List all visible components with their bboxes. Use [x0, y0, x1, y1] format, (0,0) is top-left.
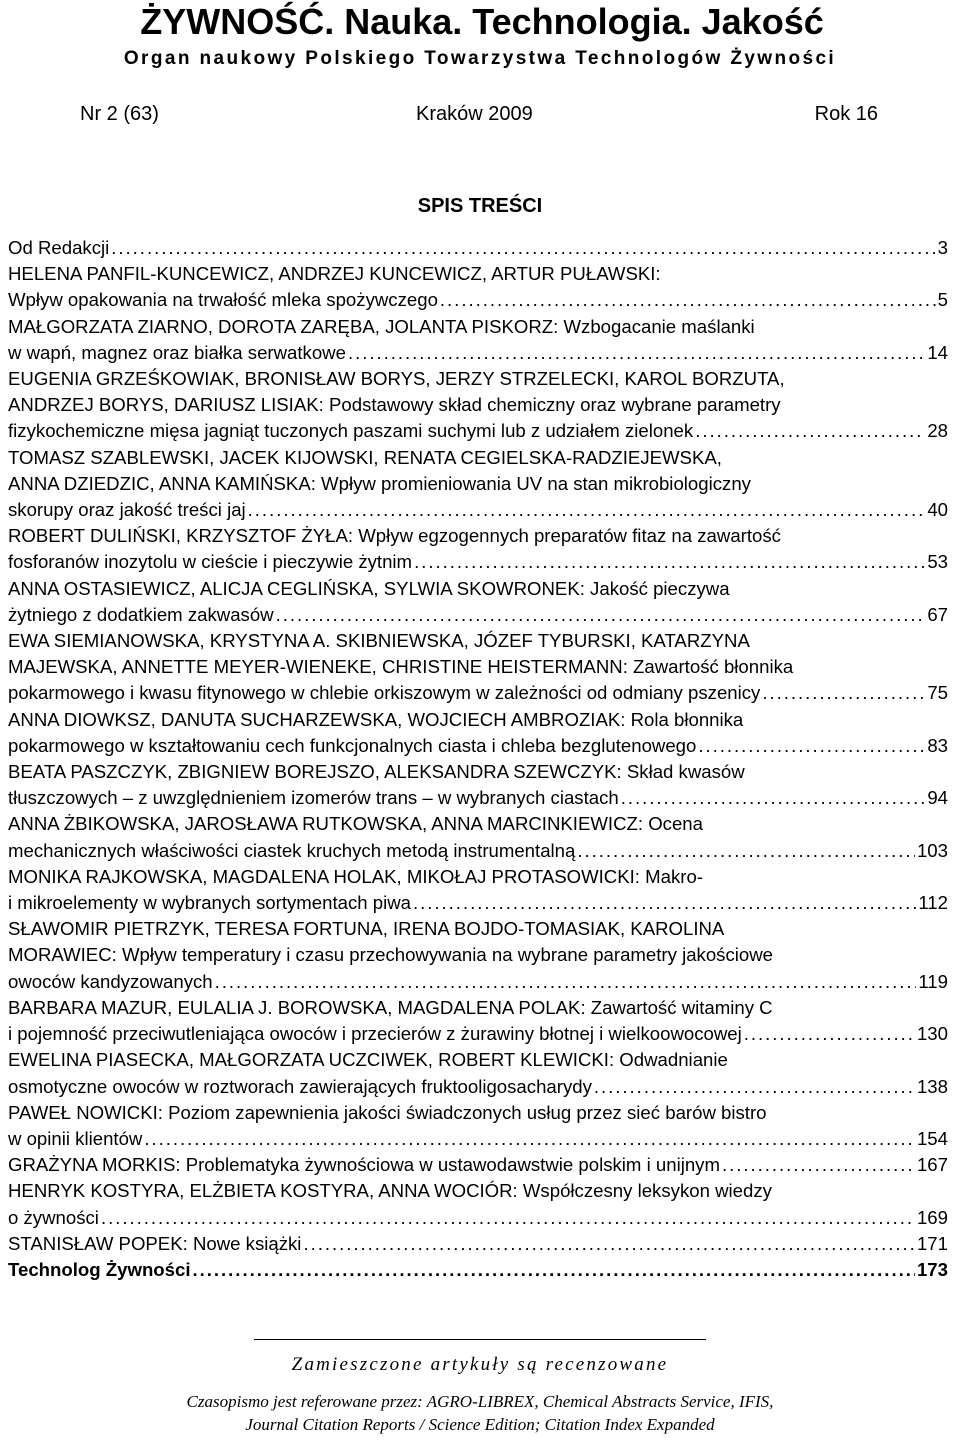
toc-entry: [8, 707, 948, 759]
toc-entry: [8, 1178, 948, 1230]
toc-entry-title-end: fizykochemiczne mięsa jagniąt tuczonych paszami suchymi lub z udziałem zielonek: [8, 420, 694, 442]
journal-subtitle: Organ naukowy Polskiego Towarzystwa Technologów Żywności: [123, 48, 837, 69]
toc-page-number: 75: [927, 682, 948, 704]
toc-entry-line: ROBERT DULIŃSKI, KRZYSZTOF ŻYŁA: Wpływ egzogennych preparatów fitaz na zawartość: [8, 525, 781, 547]
toc-entry-final-line: [8, 1021, 948, 1047]
dot-leader: [577, 838, 915, 864]
dot-leader: [762, 680, 925, 706]
journal-title: ŻYWNOŚĆ. Nauka. Technologia. Jakość: [140, 1, 824, 42]
toc-entry: [8, 864, 948, 916]
toc-entry: [8, 1152, 948, 1178]
issue-number: Nr 2 (63): [80, 103, 159, 125]
toc-entry-title-end: Od Redakcji: [8, 237, 110, 258]
toc-page-number: 3: [937, 237, 948, 258]
toc-entry-title-end: pokarmowego i kwasu fitynowego w chlebie orkiszowym w zależności od odmiany pszenicy: [8, 682, 761, 704]
toc-entry: [8, 314, 948, 366]
toc-entry-final-line: [8, 1257, 948, 1283]
toc-entry-final-line: [8, 1152, 948, 1178]
table-of-contents: [8, 235, 948, 1283]
toc-page-number: 103: [916, 839, 948, 861]
toc-entry-line: HENRYK KOSTYRA, ELŻBIETA KOSTYRA, ANNA WOCIÓR: Współczesny leksykon wiedzy: [8, 1180, 772, 1202]
toc-entry: [8, 576, 948, 628]
toc-page-number: 169: [916, 1206, 948, 1228]
dot-leader: [111, 235, 935, 261]
toc-entry: [8, 759, 948, 811]
toc-entry-line: TOMASZ SZABLEWSKI, JACEK KIJOWSKI, RENATA CEGIELSKA-RADZIEJEWSKA,: [8, 446, 722, 468]
dot-leader: [144, 1126, 915, 1152]
toc-entry: [8, 523, 948, 575]
dot-leader: [621, 785, 926, 811]
dot-leader: [348, 340, 925, 366]
dot-leader: [440, 287, 936, 313]
toc-entry-line: EWA SIEMIANOWSKA, KRYSTYNA A. SKIBNIEWSKA, JÓZEF TYBURSKI, KATARZYNA: [8, 630, 750, 652]
dot-leader: [193, 1257, 915, 1283]
toc-entry-title-end: w opinii klientów: [8, 1127, 143, 1149]
dot-leader: [698, 733, 925, 759]
toc-entry-line: HELENA PANFIL-KUNCEWICZ, ANDRZEJ KUNCEWICZ, ARTUR PUŁAWSKI:: [8, 263, 661, 285]
toc-entry-title-end: pokarmowego w kształtowaniu cech funkcjonalnych ciasta i chleba bezglutenowego: [8, 734, 697, 756]
toc-entry-title-end: Technolog Żywności: [8, 1258, 191, 1280]
toc-entry: [8, 1257, 948, 1283]
toc-page-number: 119: [918, 970, 948, 992]
toc-entry-title-end: i mikroelementy w wybranych sortymentach piwa: [8, 892, 412, 914]
toc-entry-line: ANNA DZIEDZIC, ANNA KAMIŃSKA: Wpływ promieniowania UV na stan mikrobiologiczny: [8, 472, 751, 494]
toc-entry-line: MAJEWSKA, ANNETTE MEYER-WIENEKE, CHRISTINE HEISTERMANN: Zawartość błonnika: [8, 656, 794, 678]
toc-entry: [8, 366, 948, 445]
toc-entry-final-line: [8, 418, 948, 444]
toc-entry-final-line: [8, 235, 948, 261]
toc-entry-line: BEATA PASZCZYK, ZBIGNIEW BOREJSZO, ALEKSANDRA SZEWCZYK: Skład kwasów: [8, 761, 745, 783]
toc-page-number: 154: [916, 1127, 948, 1149]
toc-entry-final-line: [8, 549, 948, 575]
dot-leader: [101, 1205, 915, 1231]
toc-page-number: 173: [916, 1258, 948, 1280]
toc-entry: [8, 445, 948, 524]
dot-leader: [276, 602, 926, 628]
toc-page-number: 5: [937, 289, 948, 311]
toc-page-number: 67: [927, 603, 948, 625]
dot-leader: [303, 1231, 915, 1257]
toc-entry-title-end: w wapń, magnez oraz białka serwatkowe: [8, 341, 346, 363]
toc-page-number: 130: [916, 1023, 948, 1045]
toc-page-number: 138: [916, 1075, 948, 1097]
toc-entry-final-line: [8, 602, 948, 628]
toc-page-number: 167: [916, 1154, 948, 1176]
toc-entry-title-end: o żywności: [8, 1206, 99, 1228]
dot-leader: [695, 418, 925, 444]
toc-entry-final-line: [8, 890, 948, 916]
toc-entry-line: EWELINA PIASECKA, MAŁGORZATA UCZCIWEK, ROBERT KLEWICKI: Odwadnianie: [8, 1049, 728, 1071]
toc-entry-line: SŁAWOMIR PIETRZYK, TERESA FORTUNA, IRENA BOJDO-TOMASIAK, KAROLINA: [8, 918, 725, 940]
toc-entry-final-line: [8, 838, 948, 864]
dot-leader: [594, 1074, 915, 1100]
toc-page-number: 53: [927, 551, 948, 573]
issue-place-year: Kraków 2009: [416, 103, 533, 125]
toc-entry-final-line: [8, 497, 948, 523]
toc-entry-final-line: [8, 287, 948, 313]
toc-entry-title-end: osmotyczne owoców w roztworach zawierających fruktooligosacharydy: [8, 1075, 592, 1097]
dot-leader: [722, 1152, 915, 1178]
toc-entry-final-line: [8, 733, 948, 759]
toc-entry-line: ANNA OSTASIEWICZ, ALICJA CEGLIŃSKA, SYLWIA SKOWRONEK: Jakość pieczywa: [8, 577, 730, 599]
dot-leader: [744, 1021, 915, 1047]
toc-entry-line: ANDRZEJ BORYS, DARIUSZ LISIAK: Podstawowy skład chemiczny oraz wybrane parametry: [8, 394, 781, 416]
toc-entry: [8, 628, 948, 707]
toc-entry-line: MAŁGORZATA ZIARNO, DOROTA ZARĘBA, JOLANTA PISKORZ: Wzbogacanie maślanki: [8, 315, 755, 337]
toc-page-number: 83: [927, 734, 948, 756]
toc-entry: [8, 916, 948, 995]
toc-entry-final-line: [8, 1231, 948, 1257]
dot-leader: [414, 549, 925, 575]
toc-entry-line: BARBARA MAZUR, EULALIA J. BOROWSKA, MAGDALENA POLAK: Zawartość witaminy C: [8, 996, 773, 1018]
toc-page-number: 112: [918, 892, 948, 914]
toc-page-number: 40: [927, 499, 948, 521]
toc-entry-final-line: [8, 969, 948, 995]
toc-entry: [8, 1100, 948, 1152]
toc-entry-line: ANNA ŻBIKOWSKA, JAROSŁAWA RUTKOWSKA, ANNA MARCINKIEWICZ: Ocena: [8, 813, 703, 835]
toc-entry-title-end: owoców kandyzowanych: [8, 970, 213, 992]
toc-entry-final-line: [8, 1205, 948, 1231]
footer-divider: [254, 1339, 706, 1340]
toc-entry-final-line: [8, 785, 948, 811]
toc-entry-title-end: STANISŁAW POPEK: Nowe książki: [8, 1232, 302, 1254]
toc-entry: [8, 235, 948, 261]
reviewed-note: Zamieszczone artykuły są recenzowane: [291, 1354, 669, 1375]
toc-entry-line: MONIKA RAJKOWSKA, MAGDALENA HOLAK, MIKOŁAJ PROTASOWICKI: Makro-: [8, 865, 703, 887]
issue-volume: Rok 16: [814, 103, 878, 125]
dot-leader: [215, 969, 917, 995]
indexing-note-line: Journal Citation Reports / Science Edition; Citation Index Expanded: [245, 1415, 715, 1434]
toc-entry-line: EUGENIA GRZEŚKOWIAK, BRONISŁAW BORYS, JERZY STRZELECKI, KAROL BORZUTA,: [8, 368, 785, 390]
toc-entry: [8, 811, 948, 863]
toc-entry-final-line: [8, 1126, 948, 1152]
toc-entry: [8, 261, 948, 313]
toc-entry-title-end: mechanicznych właściwości ciastek kruchych metodą instrumentalną: [8, 839, 576, 861]
toc-entry-title-end: fosforanów inozytolu w cieście i pieczywie żytnim: [8, 551, 413, 573]
toc-entry-title-end: GRAŻYNA MORKIS: Problematyka żywnościowa w ustawodawstwie polskim i unijnym: [8, 1154, 720, 1176]
indexing-note: [0, 1390, 960, 1436]
toc-entry-title-end: Wpływ opakowania na trwałość mleka spożywczego: [8, 289, 438, 311]
dot-leader: [413, 890, 916, 916]
toc-entry-line: PAWEŁ NOWICKI: Poziom zapewnienia jakości świadczonych usług przez sieć barów bistro: [8, 1101, 767, 1123]
toc-entry-title-end: skorupy oraz jakość treści jaj: [8, 499, 246, 521]
toc-entry-title-end: i pojemność przeciwutleniająca owoców i przecierów z żurawiny błotnej i wielkoowocowej: [8, 1023, 742, 1045]
toc-heading: SPIS TREŚCI: [417, 195, 543, 217]
toc-page-number: 171: [916, 1232, 948, 1254]
toc-entry-line: MORAWIEC: Wpływ temperatury i czasu przechowywania na wybrane parametry jakościowe: [8, 944, 774, 966]
indexing-note-line: Czasopismo jest referowane przez: AGRO-LIBREX, Chemical Abstracts Service, IFIS,: [186, 1392, 774, 1411]
toc-entry-final-line: [8, 340, 948, 366]
toc-page-number: 28: [927, 420, 948, 442]
issue-info-line: [0, 100, 960, 128]
toc-entry: [8, 1231, 948, 1257]
toc-entry-final-line: [8, 680, 948, 706]
toc-entry: [8, 995, 948, 1047]
toc-entry-line: ANNA DIOWKSZ, DANUTA SUCHARZEWSKA, WOJCIECH AMBROZIAK: Rola błonnika: [8, 708, 744, 730]
toc-page-number: 14: [927, 341, 948, 363]
toc-page-number: 94: [927, 787, 948, 809]
toc-entry-final-line: [8, 1074, 948, 1100]
toc-entry: [8, 1047, 948, 1099]
toc-entry-title-end: tłuszczowych – z uwzględnieniem izomerów trans – w wybranych ciastach: [8, 787, 619, 809]
toc-entry-title-end: żytniego z dodatkiem zakwasów: [8, 603, 274, 625]
dot-leader: [248, 497, 926, 523]
